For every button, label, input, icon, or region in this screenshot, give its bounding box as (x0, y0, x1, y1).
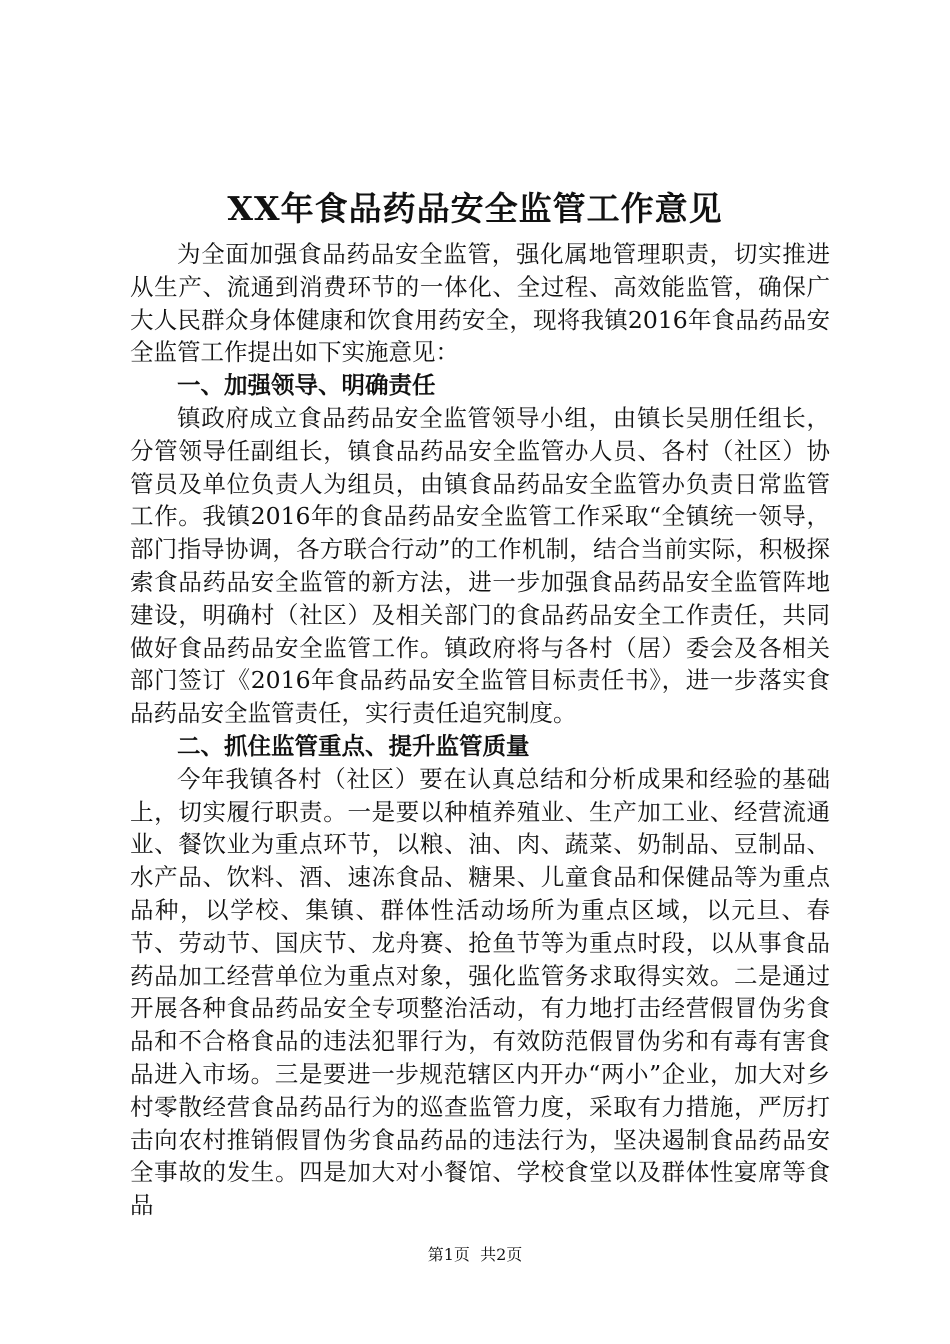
document-body (130, 238, 830, 1222)
intro-paragraph: 为全面加强食品药品安全监管，强化属地管理职责，切实推进从生产、流通到消费环节的一体化、全过程、高效能监管，确保广大人民群众身体健康和饮食用药安全，现将我镇2016年食品药品安全监管工作提出如下实施意见： (130, 240, 830, 367)
section-paragraph: 镇政府成立食品药品安全监管领导小组，由镇长吴朋任组长，分管领导任副组长，镇食品药品安全监管办人员、各村（社区）协管员及单位负责人为组员，由镇食品药品安全监管办负责日常监管工作。我镇2016年的食品药品安全监管工作采取“全镇统一领导，部门指导协调，各方联合行动”的工作机制，结合当前实际，积极探索食品药品安全监管的新方法，进一步加强食品药品安全监管阵地建设，明确村（社区）及相关部门的食品药品安全工作责任，共同做好食品药品安全监管工作。镇政府将与各村（居）委会及各相关部门签订《2016年食品药品安全监管目标责任书》，进一步落实食品药品安全监管责任，实行责任追究制度。 (130, 403, 830, 728)
section-heading: 一、加强领导、明确责任 (177, 371, 436, 400)
page-footer (0, 1244, 950, 1266)
page-number: 第1页 (427, 1245, 470, 1264)
section-paragraph: 今年我镇各村（社区）要在认真总结和分析成果和经验的基础上，切实履行职责。一是要以种植养殖业、生产加工业、经营流通业、餐饮业为重点环节，以粮、油、肉、蔬菜、奶制品、豆制品、水产品、饮料、酒、速冻食品、糖果、儿童食品和保健品等为重点品种，以学校、集镇、群体性活动场所为重点区域，以元旦、春节、劳动节、国庆节、龙舟赛、抢鱼节等为重点时段，以从事食品药品加工经营单位为重点对象，强化监管务求取得实效。二是通过开展各种食品药品安全专项整治活动，有力地打击经营假冒伪劣食品和不合格食品的违法犯罪行为，有效防范假冒伪劣和有毒有害食品进入市场。三是要进一步规范辖区内开办“两小”企业，加大对乡村零散经营食品药品行为的巡查监管力度，采取有力措施，严厉打击向农村推销假冒伪劣食品药品的违法行为，坚决遏制食品药品安全事故的发生。四是加大对小餐馆、学校食堂以及群体性宴席等食品 (130, 764, 830, 1220)
document-title: XX年食品药品安全监管工作意见 (227, 189, 723, 228)
section-heading: 二、抓住监管重点、提升监管质量 (177, 731, 530, 760)
page-total: 共2页 (480, 1245, 523, 1264)
